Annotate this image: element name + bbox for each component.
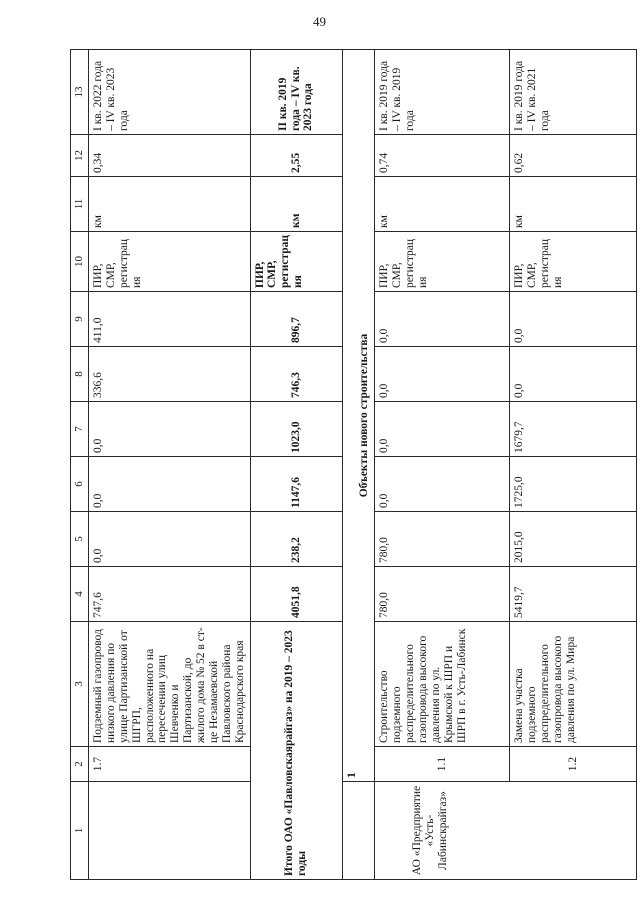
value-col8: 0,0 <box>375 347 510 402</box>
header-cell: 2 <box>71 747 89 782</box>
quantity: 2,55 <box>250 135 342 177</box>
value-col4: 4051,8 <box>250 567 342 622</box>
row-number: 1.1 <box>375 747 510 782</box>
value-col5: 780,0 <box>375 512 510 567</box>
work-type: ПИР, СМР, регистрация <box>89 232 251 292</box>
value-col5: 0,0 <box>89 512 251 567</box>
table-row <box>89 50 251 880</box>
header-cell: 10 <box>71 232 89 292</box>
work-type: ПИР, СМР, регистрация <box>375 232 510 292</box>
quantity: 0,62 <box>510 135 637 177</box>
value-col8: 336,6 <box>89 347 251 402</box>
value-col5: 2015,0 <box>510 512 637 567</box>
section-header <box>342 50 375 782</box>
row-number: 1.7 <box>89 747 251 782</box>
value-col4: 747,6 <box>89 567 251 622</box>
total-row <box>250 50 342 880</box>
unit: км <box>510 177 637 232</box>
object-name: Замена участка подземного распределительного газопровода высокого давления по ул. Мира <box>510 622 637 747</box>
value-col6: 1725,0 <box>510 457 637 512</box>
section-number: 1 <box>345 772 358 778</box>
unit: км <box>375 177 510 232</box>
total-label: Итого ОАО «Павловскаярайгаз» на 2019 – 2023 годы <box>250 622 342 880</box>
value-col4: 780,0 <box>375 567 510 622</box>
unit: км <box>250 177 342 232</box>
value-col9: 0,0 <box>510 292 637 347</box>
header-cell: 1 <box>71 782 89 880</box>
header-cell: 12 <box>71 135 89 177</box>
work-type: ПИР, СМР, регистрация <box>510 232 637 292</box>
table-row <box>375 50 510 880</box>
org-cell: АО «Предприятие «Усть-Лабинскрайгаз» <box>375 782 637 880</box>
period: I кв. 2019 года – IV кв. 2019 года <box>375 50 510 135</box>
org-cell <box>89 782 251 880</box>
table-rotator <box>70 50 579 880</box>
value-col9: 896,7 <box>250 292 342 347</box>
value-col7: 0,0 <box>375 402 510 457</box>
page-number: 49 <box>313 14 326 29</box>
value-col6: 0,0 <box>89 457 251 512</box>
value-col7: 1023,0 <box>250 402 342 457</box>
value-col9: 0,0 <box>375 292 510 347</box>
quantity: 0,34 <box>89 135 251 177</box>
value-col4: 5419,7 <box>510 567 637 622</box>
header-cell: 9 <box>71 292 89 347</box>
header-cell: 8 <box>71 347 89 402</box>
unit: км <box>89 177 251 232</box>
header-cell: 13 <box>71 50 89 135</box>
object-name: Строительство подземного распределительного газопровода высокого давления по ул. Крымской к ШРП и ШРП в г. Усть-Лабинск <box>375 622 510 747</box>
value-col9: 411,0 <box>89 292 251 347</box>
object-name: Подземный газопровод низкого давления по улице Партизанской от ШГРП, расположенного на пересечении улиц Шевченко и Партизанской, до жилого дома № 52 в ст-це Незамаевской Павловского района Краснодарского края <box>89 622 251 747</box>
header-cell: 4 <box>71 567 89 622</box>
value-col8: 0,0 <box>510 347 637 402</box>
value-col6: 0,0 <box>375 457 510 512</box>
value-col7: 0,0 <box>89 402 251 457</box>
header-cell: 5 <box>71 512 89 567</box>
header-cell: 11 <box>71 177 89 232</box>
quantity: 0,74 <box>375 135 510 177</box>
period: II кв. 2019 года – IV кв. 2023 года <box>250 50 342 135</box>
table-row <box>510 50 637 880</box>
value-col8: 746,3 <box>250 347 342 402</box>
header-cell: 6 <box>71 457 89 512</box>
rotated-table-sheet <box>70 50 579 880</box>
section-title: Объекты нового строительства <box>358 333 371 498</box>
section-row <box>342 50 375 880</box>
header-cell: 7 <box>71 402 89 457</box>
blank-cell <box>342 782 375 880</box>
value-col7: 1679,7 <box>510 402 637 457</box>
header-cell: 3 <box>71 622 89 747</box>
header-row <box>71 50 89 880</box>
work-type: ПИР, СМР, регистрация <box>250 232 342 292</box>
period: I кв. 2019 года – IV кв. 2021 года <box>510 50 637 135</box>
investment-table <box>70 49 637 880</box>
value-col6: 1147,6 <box>250 457 342 512</box>
value-col5: 238,2 <box>250 512 342 567</box>
period: I кв. 2022 года – IV кв. 2023 года <box>89 50 251 135</box>
row-number: 1.2 <box>510 747 637 782</box>
